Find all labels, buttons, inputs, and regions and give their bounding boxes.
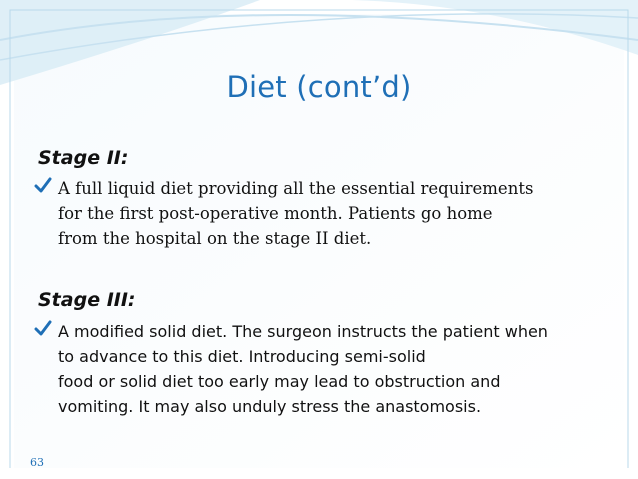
stage-2-heading: Stage II:: [38, 147, 129, 169]
check-bullet-icon: [34, 176, 52, 202]
bullet-line: vomiting. It may also unduly stress the anastomosis.: [58, 397, 482, 416]
slide-title-text: Diet (cont’d): [226, 70, 412, 104]
bullet-line: A full liquid diet providing all the essential requirements: [58, 179, 534, 198]
stage-2-bullet: [34, 176, 604, 251]
slide-title: [0, 70, 638, 104]
stage-3-bullet: [34, 319, 604, 419]
bullet-line: A modified solid diet. The surgeon instructs the patient when: [58, 322, 548, 341]
bullet-line: from the hospital on the stage II diet.: [58, 229, 372, 248]
page-number: 63: [30, 456, 44, 469]
check-bullet-icon: [34, 319, 52, 345]
bullet-line: to advance to this diet. Introducing semi-solid: [58, 347, 426, 366]
stage-3-heading: Stage III:: [38, 289, 136, 311]
bullet-line: for the first post-operative month. Patients go home: [58, 204, 493, 223]
bullet-line: food or solid diet too early may lead to obstruction and: [58, 372, 501, 391]
